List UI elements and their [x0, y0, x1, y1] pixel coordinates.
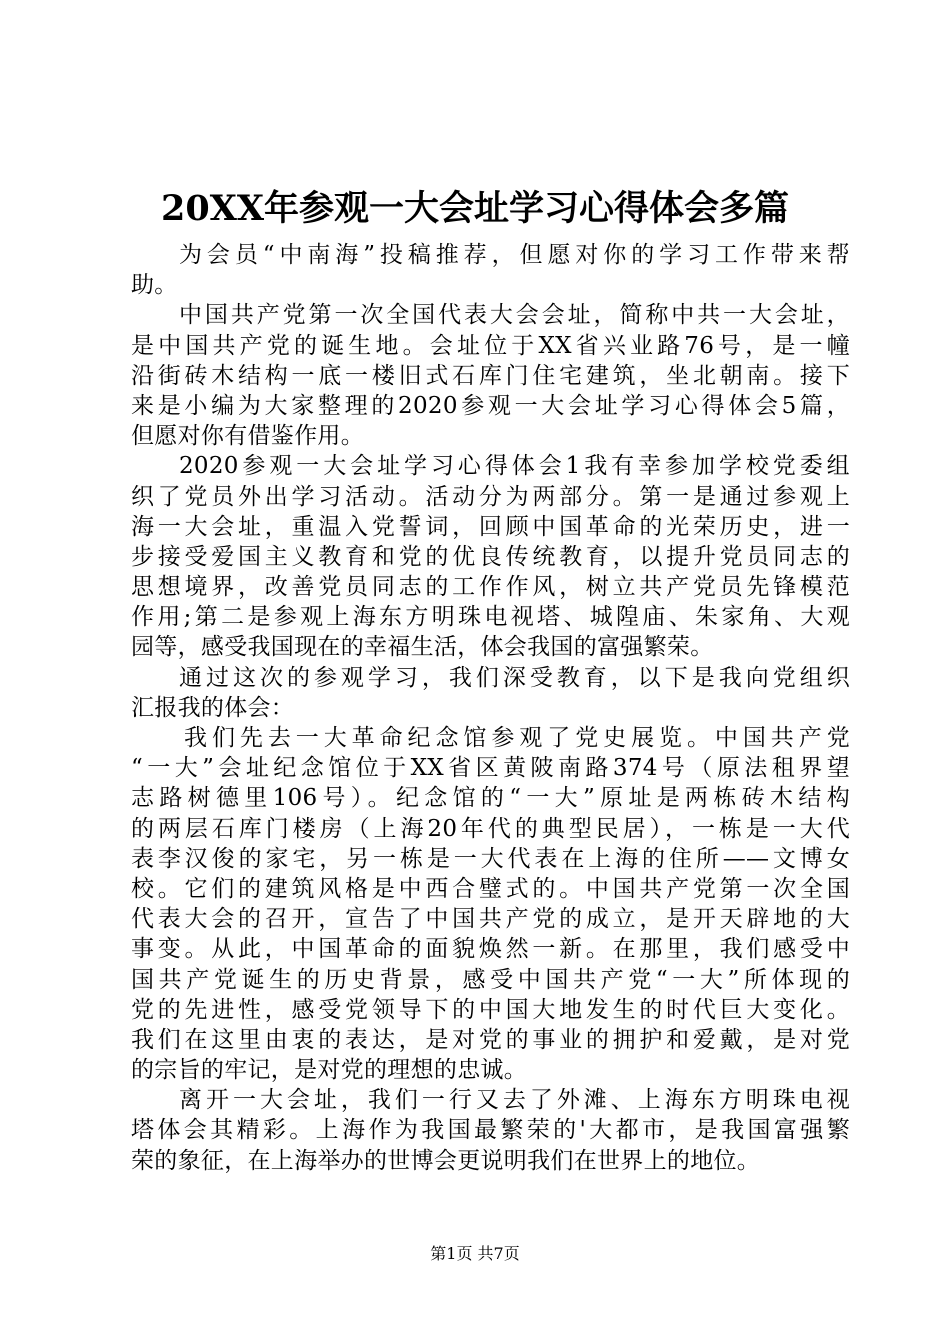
paragraph-line: 中国共产党第一次全国代表大会会址，简称中共一大会址， — [179, 302, 850, 329]
page-number-footer: 第1页 共7页 — [430, 1244, 520, 1263]
paragraph-line: 沿街砖木结构一底一楼旧式石库门住宅建筑，坐北朝南。接下 — [131, 362, 850, 389]
paragraph-line: 步接受爱国主义教育和党的优良传统教育，以提升党员同志的 — [131, 543, 850, 570]
paragraph-line: 事变。从此，中国革命的面貌焕然一新。在那里，我们感受中 — [131, 936, 850, 963]
paragraph-line: 通过这次的参观学习，我们深受教育，以下是我向党组织 — [179, 664, 850, 691]
paragraph-line: “一大”会址纪念馆位于XX省区黄陂南路374号（原法租界望 — [131, 755, 850, 782]
paragraph-line: 校。它们的建筑风格是中西合璧式的。中国共产党第一次全国 — [131, 875, 850, 902]
paragraph-line: 思想境界，改善党员同志的工作作风，树立共产党员先锋模范 — [131, 574, 850, 601]
paragraph-line: 助。 — [131, 272, 178, 299]
paragraph-line: 荣的象征，在上海举办的世博会更说明我们在世界上的地位。 — [131, 1147, 761, 1174]
paragraph-line: 园等，感受我国现在的幸福生活，体会我国的富强繁荣。 — [131, 634, 714, 661]
paragraph-line: 我们先去一大革命纪念馆参观了党史展览。中国共产党 — [184, 725, 850, 751]
paragraph-line: 作用;第二是参观上海东方明珠电视塔、城隍庙、朱家角、大观 — [131, 604, 850, 631]
paragraph-line: 汇报我的体会： — [131, 694, 295, 721]
paragraph-line: 是中国共产党的诞生地。会址位于XX省兴业路76号，是一幢 — [131, 332, 850, 359]
paragraph-line: 代表大会的召开，宣告了中国共产党的成立，是开天辟地的大 — [131, 906, 850, 933]
paragraph-line: 志路树德里106号）。纪念馆的“一大”原址是两栋砖木结构 — [131, 785, 850, 812]
document-body — [131, 240, 850, 1176]
paragraph-line: 为会员“中南海”投稿推荐，但愿对你的学习工作带来帮 — [179, 242, 850, 268]
paragraph-line: 国共产党诞生的历史背景，感受中国共产党“一大”所体现的 — [131, 966, 850, 993]
paragraph-line: 但愿对你有借鉴作用。 — [131, 423, 364, 450]
paragraph-line: 的宗旨的牢记，是对党的理想的忠诚。 — [131, 1057, 528, 1084]
paragraph-line: 来是小编为大家整理的2020参观一大会址学习心得体会5篇， — [131, 392, 850, 419]
paragraph-line: 塔体会其精彩。上海作为我国最繁荣的'大都市，是我国富强繁 — [131, 1117, 850, 1144]
paragraph-line: 2020参观一大会址学习心得体会1我有幸参加学校党委组 — [179, 453, 850, 480]
paragraph-line: 表李汉俊的家宅，另一栋是一大代表在上海的住所——文博女 — [131, 845, 850, 872]
paragraph-line: 离开一大会址，我们一行又去了外滩、上海东方明珠电视 — [179, 1087, 850, 1114]
paragraph-line: 的两层石库门楼房（上海20年代的典型民居），一栋是一大代 — [131, 815, 850, 842]
paragraph-line: 我们在这里由衷的表达，是对党的事业的拥护和爱戴，是对党 — [131, 1026, 850, 1053]
paragraph-line: 海一大会址，重温入党誓词，回顾中国革命的光荣历史，进一 — [131, 513, 850, 540]
paragraph-line: 织了党员外出学习活动。活动分为两部分。第一是通过参观上 — [131, 483, 850, 510]
paragraph-line: 党的先进性，感受党领导下的中国大地发生的时代巨大变化。 — [131, 996, 850, 1023]
document-title: 20XX年参观一大会址学习心得体会多篇 — [160, 188, 790, 229]
